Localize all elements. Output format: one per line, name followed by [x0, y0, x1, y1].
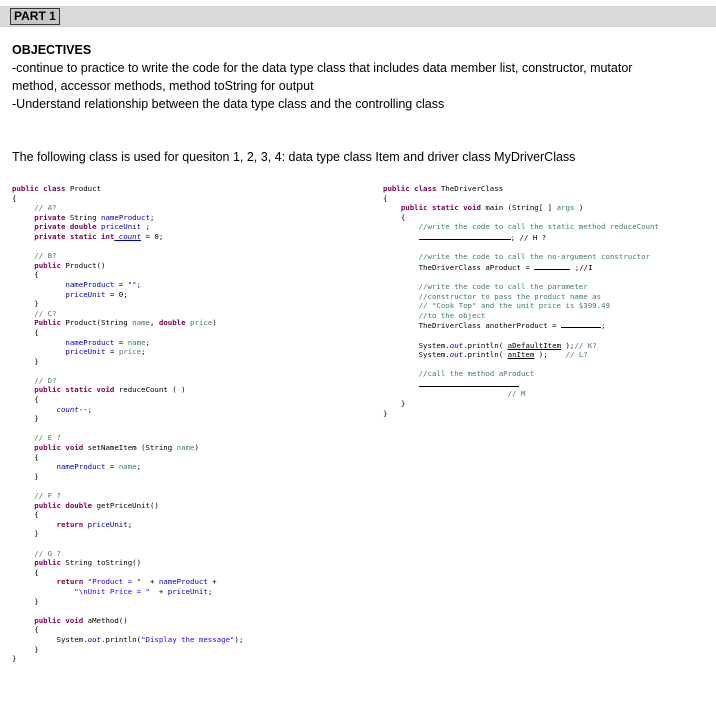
code-line: } [12, 654, 17, 664]
code-line: System.out.println( aDefaultItem );// K? [418, 340, 597, 350]
code-line: // D? [34, 375, 57, 385]
objective-line-3: -Understand relationship between the data type class and the controlling class [12, 97, 445, 111]
code-line: } [34, 299, 39, 309]
code-line: // E ? [34, 433, 61, 443]
code-line: TheDriverClass aProduct = ;//I [418, 262, 593, 272]
code-line: //write the code to call the parameter [418, 281, 588, 291]
question-intro: The following class is used for quesiton 1, 2, 3, 4: data type class Item and driver class MyDriverClass [12, 150, 576, 164]
code-line: { [34, 270, 39, 280]
code-line: // M [507, 389, 526, 399]
part-header-bar [0, 6, 716, 27]
code-line: public String toString() [34, 558, 142, 568]
code-line: public static void main (String[ ] args ) [400, 203, 584, 213]
code-line: count--; [56, 404, 93, 414]
code-line: } [34, 414, 39, 424]
code-line: { [34, 327, 39, 337]
code-line: //to the object [418, 310, 486, 320]
code-line [383, 380, 519, 389]
code-line: Public Product(String name, double price) [34, 318, 217, 328]
code-line: public void setNameItem (String name) [34, 443, 199, 453]
code-line: { [34, 625, 39, 635]
code-line: ; // H ? [383, 233, 546, 242]
code-line: System.out.println("Display the message"); [56, 634, 244, 644]
code-line: public class Product [12, 184, 102, 193]
code-line: nameProduct = name; [56, 462, 142, 472]
code-line: priceUnit = price; [65, 347, 146, 357]
code-line: } [34, 471, 39, 481]
code-line: // "Cook Top" and the unit price is $399.49 [418, 301, 610, 311]
code-line: // C? [34, 308, 57, 318]
code-line: } [34, 596, 39, 606]
code-line: } [34, 356, 39, 366]
answer-blank-i[interactable] [534, 262, 570, 270]
code-line: // B? [34, 251, 57, 261]
answer-blank-m[interactable] [419, 379, 519, 387]
code-line: public class TheDriverClass [383, 184, 504, 193]
code-line: public Product() [34, 260, 106, 270]
code-line: public void aMethod() [34, 615, 128, 625]
code-line: "\nUnit Price = " + priceUnit; [74, 586, 213, 596]
answer-blank-j[interactable] [561, 320, 601, 328]
code-line: // F ? [34, 491, 61, 500]
code-line: System.out.println( anItem ); // L? [418, 350, 588, 360]
code-line: //call the method aProduct [418, 369, 535, 379]
code-line: nameProduct = name; [65, 337, 150, 347]
code-line: private double priceUnit ; [34, 222, 150, 232]
driver-class-code [383, 184, 659, 418]
code-line: { [34, 510, 39, 520]
answer-blank-h[interactable] [419, 232, 511, 240]
code-line: } [400, 399, 406, 409]
code-line: TheDriverClass anotherProduct = ; [418, 321, 606, 331]
code-line: public double getPriceUnit() [34, 500, 159, 510]
code-line: //constructor to pass the product name as [418, 291, 602, 301]
objective-line-2: method, accessor methods, method toString for output [12, 79, 314, 93]
code-line: return "Product = " + nameProduct + [56, 577, 217, 587]
code-line: } [34, 529, 39, 539]
code-line: { [34, 395, 39, 405]
code-line: // G ? [34, 548, 61, 558]
code-line: { [12, 193, 17, 203]
code-line: // A? [34, 203, 57, 213]
code-line: private String nameProduct; [34, 212, 155, 222]
product-class-code [12, 184, 243, 664]
code-line: //write the code to call the no-argument constructor [418, 252, 650, 262]
objectives-title: OBJECTIVES [12, 43, 92, 57]
code-line: nameProduct = ""; [65, 279, 142, 289]
code-line: return priceUnit; [56, 519, 133, 529]
code-line: private static int count = 0; [34, 231, 164, 241]
code-line: { [400, 212, 406, 222]
code-line: //write the code to call the static method reduceCount [418, 222, 659, 232]
code-line: priceUnit = 0; [65, 289, 128, 299]
part-label: PART 1 [10, 8, 60, 25]
code-line: public static void reduceCount ( ) [34, 385, 186, 395]
code-line: { [34, 452, 39, 462]
code-line: } [383, 408, 388, 418]
code-line: } [34, 644, 39, 654]
code-line: { [34, 567, 39, 577]
code-line: { [383, 193, 388, 203]
objective-line-1: -continue to practice to write the code for the data type class that includes data member list, constructor, mutator [12, 61, 633, 75]
